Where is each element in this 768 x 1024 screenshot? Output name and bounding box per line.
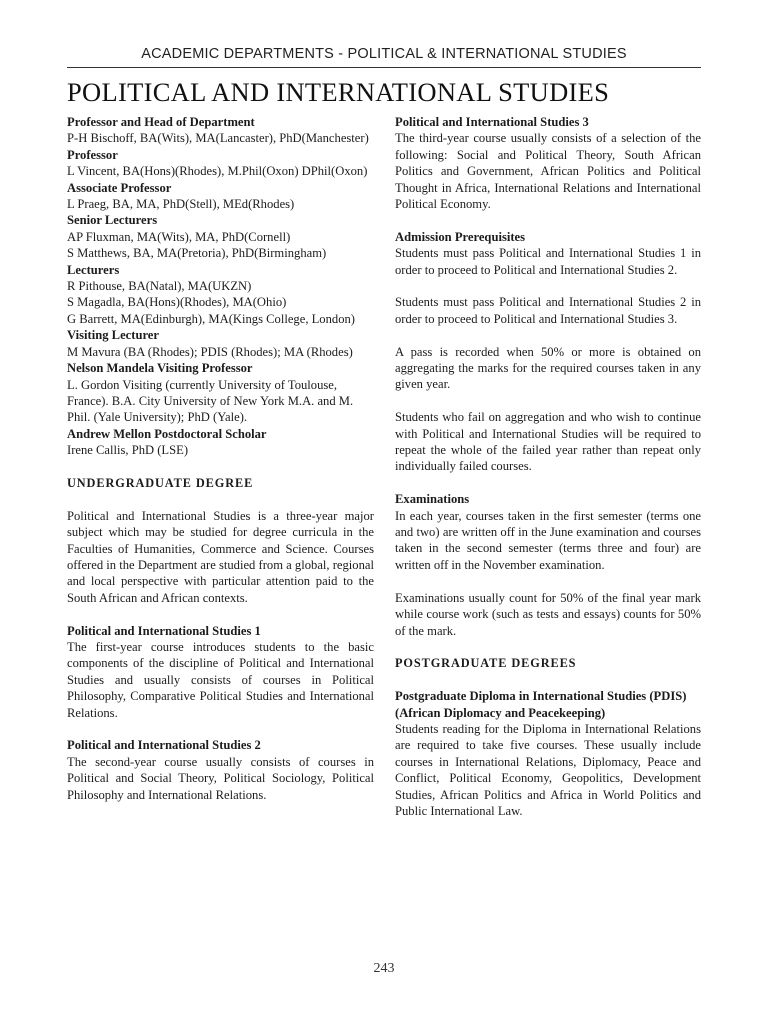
staff-member: S Matthews, BA, MA(Pretoria), PhD(Birmingham) (67, 246, 327, 261)
staff-member: L Praeg, BA, MA, PhD(Stell), MEd(Rhodes) (67, 197, 295, 212)
examinations-title: Examinations (395, 492, 470, 507)
staff-role: Senior Lecturers (67, 213, 158, 228)
course-title-pis1: Political and International Studies 1 (67, 623, 261, 638)
staff-member: P-H Bischoff, BA(Wits), MA(Lancaster), PhD(Manchester) (67, 131, 369, 146)
examinations-paragraph: Examinations usually count for 50% of the final year mark while course work (such as tests and essays) counts for 50% of the mark. (395, 590, 701, 638)
staff-role: Andrew Mellon Postdoctoral Scholar (67, 426, 267, 441)
left-column (67, 114, 374, 803)
staff-member: M Mavura (BA (Rhodes); PDIS (Rhodes); MA (Rhodes) (67, 344, 353, 359)
staff-member: L. Gordon Visiting (currently University of Toulouse, France). B.A. City University of New York M.A. and M. Phil. (Yale University); PhD (Yale). (67, 377, 354, 425)
right-column (395, 114, 701, 819)
staff-role: Visiting Lecturer (67, 328, 159, 343)
staff-member: S Magadla, BA(Hons)(Rhodes), MA(Ohio) (67, 295, 287, 310)
page-title: POLITICAL AND INTERNATIONAL STUDIES (67, 77, 610, 107)
course-text-pis3: The third-year course usually consists of a selection of the following: Social and Political Theory, South African Politics and Government, African Politics and Political Thought in Africa, International Relations and International Political Economy. (395, 131, 701, 212)
staff-role: Associate Professor (67, 180, 172, 195)
staff-member: R Pithouse, BA(Natal), MA(UKZN) (67, 279, 252, 294)
course-text-pis1: The first-year course introduces students to the basic components of the discipline of Political and International Studies and usually consists of courses in Political Philosophy, Comparative Political Studies and International Relations. (67, 639, 374, 720)
admission-paragraph: Students must pass Political and International Studies 2 in order to proceed to Political and International Studies 3. (395, 295, 701, 326)
admission-paragraph: A pass is recorded when 50% or more is obtained on aggregating the marks for the required courses taken in any given year. (395, 344, 701, 392)
admission-paragraph: Students must pass Political and International Studies 1 in order to proceed to Political and International Studies 2. (395, 246, 701, 277)
section-heading-undergraduate: UNDERGRADUATE DEGREE (67, 475, 254, 490)
staff-role: Professor (67, 147, 118, 162)
staff-member: Irene Callis, PhD (LSE) (67, 443, 189, 458)
running-header: ACADEMIC DEPARTMENTS - POLITICAL & INTERNATIONAL STUDIES (141, 46, 627, 62)
admission-paragraph: Students who fail on aggregation and who wish to continue with Political and International Studies will be required to repeat the whole of the failed year rather than repeat only individually failed courses. (395, 410, 701, 474)
staff-list (67, 114, 374, 459)
staff-role: Lecturers (67, 262, 120, 277)
staff-member: AP Fluxman, MA(Wits), MA, PhD(Cornell) (67, 229, 291, 244)
admission-title: Admission Prerequisites (395, 229, 526, 244)
course-title-pis2: Political and International Studies 2 (67, 738, 261, 753)
undergraduate-intro: Political and International Studies is a three-year major subject which may be studied for degree curricula in the Faculties of Humanities, Commerce and Science. Courses offered in the Department are studied from a global, regional and local perspective with particular attention paid to the South African and African contexts. (67, 508, 374, 605)
staff-role: Professor and Head of Department (67, 115, 255, 129)
header-rule (67, 67, 701, 68)
page-number: 243 (373, 961, 395, 976)
course-text-pis2: The second-year course usually consists of courses in Political and Social Theory, Political Sociology, Political Philosophy and International Relations. (67, 754, 374, 802)
course-title-pdis: Postgraduate Diploma in International Studies (PDIS)(African Diplomacy and Peacekeeping) (395, 689, 687, 720)
course-title-pis3: Political and International Studies 3 (395, 115, 589, 129)
staff-role: Nelson Mandela Visiting Professor (67, 361, 253, 376)
examinations-paragraph: In each year, courses taken in the first semester (terms one and two) are written off in the June examination and courses taken in the second semester (terms three and four) are written off in the November examination. (395, 508, 701, 572)
course-text-pdis: Students reading for the Diploma in International Relations are required to take five courses. These usually include courses in International Relations, Diplomacy, Peace and Conflict, Political Economy, Geopolitics, Development Studies, African Politics and Africa in World Politics and Public International Law. (395, 721, 701, 818)
section-heading-postgraduate: POSTGRADUATE DEGREES (395, 656, 577, 671)
staff-member: G Barrett, MA(Edinburgh), MA(Kings College, London) (67, 311, 355, 326)
staff-member: L Vincent, BA(Hons)(Rhodes), M.Phil(Oxon) DPhil(Oxon) (67, 164, 368, 179)
